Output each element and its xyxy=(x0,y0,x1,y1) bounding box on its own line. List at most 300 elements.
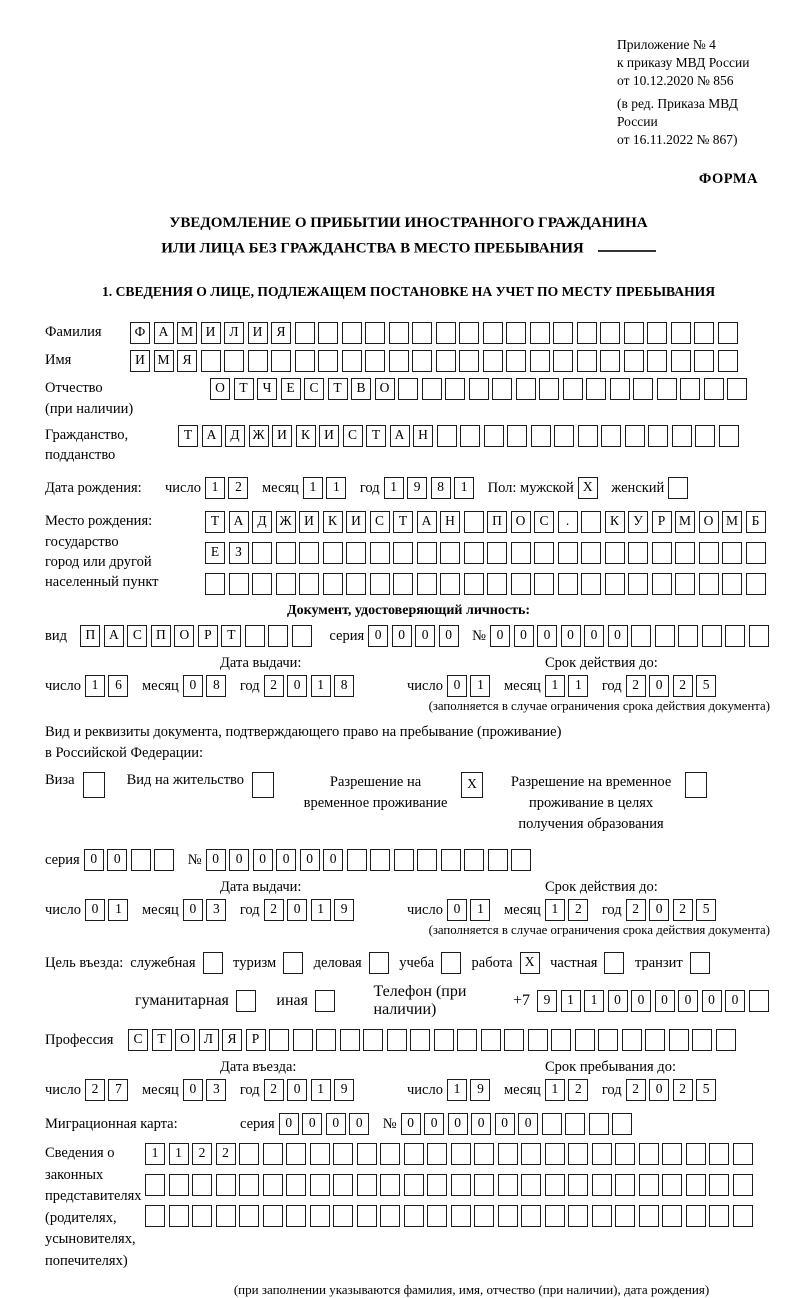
form-cell[interactable]: О xyxy=(210,378,230,400)
form-cell[interactable] xyxy=(393,573,413,595)
form-cell[interactable]: 0 xyxy=(300,849,320,871)
form-cell[interactable] xyxy=(370,542,390,564)
form-cell[interactable]: 0 xyxy=(206,849,226,871)
form-cell[interactable] xyxy=(592,1174,612,1196)
form-cell[interactable]: Т xyxy=(221,625,241,647)
form-cell[interactable] xyxy=(694,322,714,344)
form-cell[interactable]: 0 xyxy=(495,1113,515,1135)
form-cell[interactable] xyxy=(733,1205,753,1227)
form-cell[interactable]: О xyxy=(375,378,395,400)
form-cell[interactable] xyxy=(440,542,460,564)
form-cell[interactable] xyxy=(542,1113,562,1135)
form-cell[interactable] xyxy=(380,1205,400,1227)
form-cell[interactable] xyxy=(263,1174,283,1196)
form-cell[interactable]: X xyxy=(461,772,483,798)
form-cell[interactable] xyxy=(692,1029,712,1051)
form-cell[interactable] xyxy=(481,1029,501,1051)
form-cell[interactable] xyxy=(451,1205,471,1227)
form-cell[interactable] xyxy=(568,1205,588,1227)
form-cell[interactable] xyxy=(534,542,554,564)
form-cell[interactable] xyxy=(269,1029,289,1051)
form-cell[interactable]: 0 xyxy=(537,625,557,647)
form-cell[interactable]: 1 xyxy=(205,477,225,499)
form-cell[interactable] xyxy=(507,425,527,447)
form-cell[interactable]: А xyxy=(390,425,410,447)
form-cell[interactable]: Д xyxy=(225,425,245,447)
form-cell[interactable]: 0 xyxy=(323,849,343,871)
form-cell[interactable] xyxy=(530,322,550,344)
form-cell[interactable]: 2 xyxy=(626,1079,646,1101)
form-cell[interactable] xyxy=(699,573,719,595)
form-cell[interactable] xyxy=(558,573,578,595)
form-cell[interactable] xyxy=(498,1205,518,1227)
form-cell[interactable]: 0 xyxy=(279,1113,299,1135)
form-cell[interactable]: 2 xyxy=(673,899,693,921)
form-cell[interactable]: С xyxy=(343,425,363,447)
form-cell[interactable] xyxy=(310,1205,330,1227)
form-cell[interactable] xyxy=(633,378,653,400)
form-cell[interactable]: 5 xyxy=(696,1079,716,1101)
form-cell[interactable] xyxy=(722,542,742,564)
form-cell[interactable] xyxy=(357,1143,377,1165)
form-cell[interactable] xyxy=(276,573,296,595)
form-cell[interactable] xyxy=(719,425,739,447)
form-cell[interactable] xyxy=(369,952,389,974)
form-cell[interactable] xyxy=(203,952,223,974)
form-cell[interactable] xyxy=(695,425,715,447)
form-cell[interactable] xyxy=(553,322,573,344)
form-cell[interactable] xyxy=(605,573,625,595)
form-cell[interactable] xyxy=(216,1205,236,1227)
form-cell[interactable] xyxy=(511,542,531,564)
form-cell[interactable] xyxy=(521,1205,541,1227)
form-cell[interactable] xyxy=(83,772,105,798)
form-cell[interactable] xyxy=(276,542,296,564)
form-cell[interactable] xyxy=(333,1143,353,1165)
form-cell[interactable] xyxy=(459,350,479,372)
form-cell[interactable]: 0 xyxy=(631,990,651,1012)
form-cell[interactable]: Т xyxy=(393,511,413,533)
form-cell[interactable]: Л xyxy=(199,1029,219,1051)
form-cell[interactable]: Я xyxy=(271,322,291,344)
form-cell[interactable] xyxy=(733,1174,753,1196)
form-cell[interactable]: 0 xyxy=(678,990,698,1012)
form-cell[interactable] xyxy=(342,322,362,344)
form-cell[interactable] xyxy=(652,573,672,595)
form-cell[interactable]: Т xyxy=(178,425,198,447)
form-cell[interactable]: 0 xyxy=(649,899,669,921)
form-cell[interactable] xyxy=(417,573,437,595)
form-cell[interactable] xyxy=(639,1205,659,1227)
form-cell[interactable] xyxy=(404,1174,424,1196)
form-cell[interactable]: 0 xyxy=(302,1113,322,1135)
form-cell[interactable] xyxy=(675,542,695,564)
form-cell[interactable]: 1 xyxy=(561,990,581,1012)
form-cell[interactable] xyxy=(657,378,677,400)
form-cell[interactable] xyxy=(365,350,385,372)
form-cell[interactable] xyxy=(310,1143,330,1165)
form-cell[interactable] xyxy=(412,350,432,372)
form-cell[interactable] xyxy=(639,1143,659,1165)
form-cell[interactable] xyxy=(678,625,698,647)
form-cell[interactable] xyxy=(598,1029,618,1051)
form-cell[interactable]: О xyxy=(511,511,531,533)
form-cell[interactable] xyxy=(655,625,675,647)
form-cell[interactable]: 1 xyxy=(108,899,128,921)
form-cell[interactable]: 2 xyxy=(216,1143,236,1165)
form-cell[interactable]: 0 xyxy=(447,675,467,697)
form-cell[interactable] xyxy=(709,1174,729,1196)
form-cell[interactable] xyxy=(615,1143,635,1165)
form-cell[interactable]: 5 xyxy=(696,675,716,697)
form-cell[interactable] xyxy=(600,322,620,344)
form-cell[interactable] xyxy=(457,1029,477,1051)
form-cell[interactable] xyxy=(131,849,151,871)
form-cell[interactable]: 9 xyxy=(334,899,354,921)
form-cell[interactable]: М xyxy=(722,511,742,533)
form-cell[interactable]: 1 xyxy=(584,990,604,1012)
form-cell[interactable] xyxy=(295,350,315,372)
form-cell[interactable]: 0 xyxy=(349,1113,369,1135)
form-cell[interactable] xyxy=(357,1174,377,1196)
form-cell[interactable] xyxy=(733,1143,753,1165)
form-cell[interactable] xyxy=(639,1174,659,1196)
form-cell[interactable]: 1 xyxy=(85,675,105,697)
form-cell[interactable]: 1 xyxy=(311,675,331,697)
form-cell[interactable]: 2 xyxy=(264,675,284,697)
form-cell[interactable] xyxy=(417,849,437,871)
form-cell[interactable]: 0 xyxy=(287,899,307,921)
form-cell[interactable]: 8 xyxy=(431,477,451,499)
form-cell[interactable]: 1 xyxy=(470,899,490,921)
form-cell[interactable]: 9 xyxy=(537,990,557,1012)
form-cell[interactable] xyxy=(436,350,456,372)
form-cell[interactable] xyxy=(323,573,343,595)
form-cell[interactable]: 1 xyxy=(384,477,404,499)
form-cell[interactable]: 2 xyxy=(85,1079,105,1101)
form-cell[interactable] xyxy=(530,350,550,372)
form-cell[interactable] xyxy=(671,350,691,372)
form-cell[interactable]: Е xyxy=(281,378,301,400)
form-cell[interactable]: С xyxy=(127,625,147,647)
form-cell[interactable] xyxy=(668,477,688,499)
form-cell[interactable]: С xyxy=(128,1029,148,1051)
form-cell[interactable] xyxy=(464,573,484,595)
form-cell[interactable] xyxy=(293,1029,313,1051)
form-cell[interactable]: Ж xyxy=(276,511,296,533)
form-cell[interactable]: X xyxy=(578,477,598,499)
form-cell[interactable]: З xyxy=(229,542,249,564)
form-cell[interactable] xyxy=(239,1174,259,1196)
form-cell[interactable]: 9 xyxy=(407,477,427,499)
form-cell[interactable] xyxy=(169,1174,189,1196)
form-cell[interactable]: Т xyxy=(152,1029,172,1051)
form-cell[interactable] xyxy=(648,425,668,447)
form-cell[interactable] xyxy=(709,1143,729,1165)
form-cell[interactable] xyxy=(749,990,769,1012)
form-cell[interactable] xyxy=(436,322,456,344)
form-cell[interactable] xyxy=(224,350,244,372)
form-cell[interactable] xyxy=(459,322,479,344)
form-cell[interactable] xyxy=(604,952,624,974)
form-cell[interactable]: 0 xyxy=(447,899,467,921)
form-cell[interactable]: 9 xyxy=(470,1079,490,1101)
form-cell[interactable] xyxy=(662,1143,682,1165)
form-cell[interactable] xyxy=(488,849,508,871)
form-cell[interactable]: С xyxy=(370,511,390,533)
form-cell[interactable] xyxy=(686,1143,706,1165)
form-cell[interactable] xyxy=(498,1143,518,1165)
form-cell[interactable] xyxy=(645,1029,665,1051)
form-cell[interactable]: 0 xyxy=(649,1079,669,1101)
form-cell[interactable]: 2 xyxy=(568,1079,588,1101)
form-cell[interactable]: Ф xyxy=(130,322,150,344)
form-cell[interactable]: А xyxy=(104,625,124,647)
form-cell[interactable] xyxy=(511,849,531,871)
form-cell[interactable]: 1 xyxy=(303,477,323,499)
form-cell[interactable]: Т xyxy=(205,511,225,533)
form-cell[interactable] xyxy=(615,1205,635,1227)
form-cell[interactable]: 0 xyxy=(725,990,745,1012)
form-cell[interactable]: 0 xyxy=(183,1079,203,1101)
form-cell[interactable]: Т xyxy=(366,425,386,447)
form-cell[interactable]: Т xyxy=(234,378,254,400)
form-cell[interactable] xyxy=(427,1205,447,1227)
form-cell[interactable]: С xyxy=(304,378,324,400)
form-cell[interactable] xyxy=(389,350,409,372)
form-cell[interactable] xyxy=(686,1205,706,1227)
form-cell[interactable] xyxy=(252,772,274,798)
form-cell[interactable] xyxy=(625,425,645,447)
form-cell[interactable] xyxy=(716,1029,736,1051)
form-cell[interactable] xyxy=(154,849,174,871)
form-cell[interactable] xyxy=(534,573,554,595)
form-cell[interactable]: 2 xyxy=(568,899,588,921)
form-cell[interactable]: П xyxy=(151,625,171,647)
form-cell[interactable] xyxy=(704,378,724,400)
form-cell[interactable] xyxy=(746,542,766,564)
form-cell[interactable]: Б xyxy=(746,511,766,533)
form-cell[interactable] xyxy=(427,1143,447,1165)
form-cell[interactable] xyxy=(192,1174,212,1196)
form-cell[interactable] xyxy=(422,378,442,400)
form-cell[interactable] xyxy=(545,1174,565,1196)
form-cell[interactable]: 5 xyxy=(696,899,716,921)
form-cell[interactable] xyxy=(686,1174,706,1196)
form-cell[interactable] xyxy=(601,425,621,447)
form-cell[interactable] xyxy=(357,1205,377,1227)
form-cell[interactable]: 1 xyxy=(470,675,490,697)
form-cell[interactable]: В xyxy=(351,378,371,400)
form-cell[interactable] xyxy=(437,425,457,447)
form-cell[interactable] xyxy=(702,625,722,647)
form-cell[interactable] xyxy=(545,1143,565,1165)
form-cell[interactable] xyxy=(722,573,742,595)
form-cell[interactable] xyxy=(315,990,335,1012)
form-cell[interactable]: Р xyxy=(652,511,672,533)
form-cell[interactable] xyxy=(365,322,385,344)
form-cell[interactable] xyxy=(434,1029,454,1051)
form-cell[interactable] xyxy=(271,350,291,372)
form-cell[interactable]: 2 xyxy=(673,1079,693,1101)
form-cell[interactable]: 3 xyxy=(206,1079,226,1101)
form-cell[interactable] xyxy=(252,542,272,564)
form-cell[interactable]: 0 xyxy=(253,849,273,871)
form-cell[interactable]: 0 xyxy=(608,990,628,1012)
form-cell[interactable] xyxy=(592,1205,612,1227)
form-cell[interactable]: Л xyxy=(224,322,244,344)
form-cell[interactable] xyxy=(718,322,738,344)
form-cell[interactable] xyxy=(492,378,512,400)
form-cell[interactable] xyxy=(662,1205,682,1227)
form-cell[interactable] xyxy=(323,542,343,564)
form-cell[interactable] xyxy=(380,1143,400,1165)
form-cell[interactable]: 2 xyxy=(192,1143,212,1165)
form-cell[interactable]: С xyxy=(534,511,554,533)
form-cell[interactable]: А xyxy=(229,511,249,533)
form-cell[interactable] xyxy=(685,772,707,798)
form-cell[interactable]: 8 xyxy=(206,675,226,697)
form-cell[interactable] xyxy=(295,322,315,344)
form-cell[interactable]: 1 xyxy=(169,1143,189,1165)
form-cell[interactable]: И xyxy=(130,350,150,372)
form-cell[interactable]: О xyxy=(699,511,719,533)
form-cell[interactable] xyxy=(589,1113,609,1135)
form-cell[interactable] xyxy=(539,378,559,400)
form-cell[interactable] xyxy=(239,1205,259,1227)
form-cell[interactable]: 7 xyxy=(108,1079,128,1101)
form-cell[interactable] xyxy=(318,350,338,372)
form-cell[interactable]: 0 xyxy=(276,849,296,871)
form-cell[interactable]: 2 xyxy=(228,477,248,499)
form-cell[interactable] xyxy=(516,378,536,400)
form-cell[interactable]: 0 xyxy=(229,849,249,871)
form-cell[interactable] xyxy=(671,322,691,344)
form-cell[interactable] xyxy=(398,378,418,400)
form-cell[interactable] xyxy=(474,1143,494,1165)
form-cell[interactable]: 0 xyxy=(415,625,435,647)
form-cell[interactable] xyxy=(563,378,583,400)
form-cell[interactable] xyxy=(451,1143,471,1165)
form-cell[interactable]: 0 xyxy=(490,625,510,647)
form-cell[interactable]: 2 xyxy=(673,675,693,697)
form-cell[interactable] xyxy=(592,1143,612,1165)
form-cell[interactable]: У xyxy=(628,511,648,533)
form-cell[interactable] xyxy=(605,542,625,564)
form-cell[interactable] xyxy=(192,1205,212,1227)
form-cell[interactable] xyxy=(746,573,766,595)
form-cell[interactable] xyxy=(404,1143,424,1165)
form-cell[interactable] xyxy=(347,849,367,871)
form-cell[interactable]: М xyxy=(177,322,197,344)
form-cell[interactable] xyxy=(286,1174,306,1196)
form-cell[interactable] xyxy=(346,542,366,564)
form-cell[interactable]: 3 xyxy=(206,899,226,921)
form-cell[interactable] xyxy=(464,511,484,533)
form-cell[interactable] xyxy=(239,1143,259,1165)
form-cell[interactable]: 0 xyxy=(649,675,669,697)
form-cell[interactable] xyxy=(393,542,413,564)
form-cell[interactable] xyxy=(263,1205,283,1227)
form-cell[interactable] xyxy=(474,1174,494,1196)
form-cell[interactable] xyxy=(568,1174,588,1196)
form-cell[interactable] xyxy=(299,542,319,564)
form-cell[interactable] xyxy=(531,425,551,447)
form-cell[interactable]: Н xyxy=(413,425,433,447)
form-cell[interactable] xyxy=(245,625,265,647)
form-cell[interactable] xyxy=(631,625,651,647)
form-cell[interactable] xyxy=(568,1143,588,1165)
form-cell[interactable] xyxy=(558,542,578,564)
form-cell[interactable] xyxy=(340,1029,360,1051)
form-cell[interactable]: Н xyxy=(440,511,460,533)
form-cell[interactable]: Д xyxy=(252,511,272,533)
form-cell[interactable]: 1 xyxy=(311,899,331,921)
form-cell[interactable] xyxy=(487,573,507,595)
form-cell[interactable]: И xyxy=(299,511,319,533)
form-cell[interactable] xyxy=(394,849,414,871)
form-cell[interactable] xyxy=(380,1174,400,1196)
form-cell[interactable]: 0 xyxy=(183,675,203,697)
form-cell[interactable]: 0 xyxy=(287,675,307,697)
form-cell[interactable] xyxy=(511,573,531,595)
form-cell[interactable] xyxy=(145,1205,165,1227)
form-cell[interactable] xyxy=(483,350,503,372)
form-cell[interactable] xyxy=(252,573,272,595)
form-cell[interactable]: 0 xyxy=(183,899,203,921)
form-cell[interactable]: О xyxy=(175,1029,195,1051)
form-cell[interactable] xyxy=(578,425,598,447)
form-cell[interactable]: И xyxy=(346,511,366,533)
form-cell[interactable] xyxy=(553,350,573,372)
form-cell[interactable] xyxy=(268,625,288,647)
form-cell[interactable] xyxy=(624,322,644,344)
form-cell[interactable]: 2 xyxy=(626,675,646,697)
form-cell[interactable]: 1 xyxy=(447,1079,467,1101)
form-cell[interactable] xyxy=(554,425,574,447)
form-cell[interactable]: 0 xyxy=(84,849,104,871)
form-cell[interactable]: П xyxy=(80,625,100,647)
form-cell[interactable]: 0 xyxy=(471,1113,491,1135)
form-cell[interactable] xyxy=(474,1205,494,1227)
form-cell[interactable] xyxy=(610,378,630,400)
form-cell[interactable]: Е xyxy=(205,542,225,564)
form-cell[interactable] xyxy=(464,542,484,564)
form-cell[interactable] xyxy=(464,849,484,871)
form-cell[interactable] xyxy=(404,1205,424,1227)
form-cell[interactable]: 1 xyxy=(145,1143,165,1165)
form-cell[interactable]: 1 xyxy=(454,477,474,499)
form-cell[interactable]: 0 xyxy=(424,1113,444,1135)
form-cell[interactable] xyxy=(699,542,719,564)
form-cell[interactable]: К xyxy=(296,425,316,447)
form-cell[interactable] xyxy=(201,350,221,372)
form-cell[interactable]: 0 xyxy=(584,625,604,647)
form-cell[interactable] xyxy=(346,573,366,595)
form-cell[interactable] xyxy=(575,1029,595,1051)
form-cell[interactable]: 0 xyxy=(401,1113,421,1135)
form-cell[interactable] xyxy=(690,952,710,974)
form-cell[interactable] xyxy=(586,378,606,400)
form-cell[interactable] xyxy=(441,952,461,974)
form-cell[interactable] xyxy=(669,1029,689,1051)
form-cell[interactable]: Я xyxy=(222,1029,242,1051)
form-cell[interactable] xyxy=(460,425,480,447)
form-cell[interactable]: 2 xyxy=(626,899,646,921)
form-cell[interactable]: 0 xyxy=(107,849,127,871)
form-cell[interactable]: Ж xyxy=(249,425,269,447)
form-cell[interactable]: 0 xyxy=(561,625,581,647)
